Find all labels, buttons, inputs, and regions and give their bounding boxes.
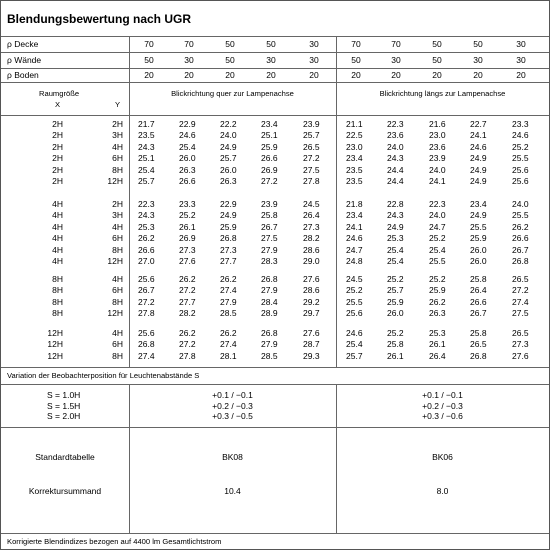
- ugr-value-quer: 26.3: [179, 164, 196, 175]
- ugr-value-quer: 26.3: [220, 176, 237, 186]
- rule: [1, 52, 549, 53]
- ugr-value-laengs: 25.9: [387, 296, 404, 307]
- ugr-value-laengs: 23.3: [512, 119, 529, 129]
- rule: [1, 82, 549, 83]
- ugr-value-quer: 27.4: [138, 350, 155, 361]
- rule: [1, 427, 549, 428]
- ugr-value-laengs: 25.2: [429, 274, 446, 284]
- reflectance-label: ρ Wände: [7, 55, 42, 65]
- room-y: 6H: [112, 153, 123, 164]
- room-y: 4H: [112, 141, 123, 152]
- ugr-value-laengs: 25.2: [512, 141, 529, 152]
- room-y: 6H: [112, 285, 123, 296]
- ugr-value-laengs: 23.5: [346, 164, 363, 175]
- ugr-value-laengs: 25.3: [429, 328, 446, 338]
- room-y: 12H: [107, 308, 123, 319]
- spacing-label: S = 1.0H: [47, 390, 81, 400]
- ugr-value-quer: 24.3: [138, 210, 155, 221]
- ugr-value-quer: 29.2: [303, 296, 320, 307]
- reflectance-value: 20: [184, 70, 194, 80]
- reflectance-value: 30: [309, 39, 319, 49]
- ugr-value-quer: 27.4: [220, 339, 237, 350]
- reflectance-value: 20: [144, 70, 154, 80]
- ugr-value-quer: 28.5: [261, 350, 278, 361]
- ugr-value-quer: 27.2: [261, 176, 278, 186]
- ugr-value-laengs: 24.9: [470, 164, 487, 175]
- ugr-value-quer: 22.3: [138, 199, 155, 209]
- ugr-value-quer: 27.9: [261, 285, 278, 296]
- room-y: 12H: [107, 256, 123, 266]
- ugr-value-laengs: 24.7: [429, 221, 446, 232]
- rule: [1, 533, 549, 534]
- ugr-value-quer: 27.8: [138, 308, 155, 319]
- ugr-value-quer: 24.5: [303, 199, 320, 209]
- room-x: 2H: [52, 176, 63, 186]
- ugr-value-quer: 22.9: [220, 199, 237, 209]
- room-y: 3H: [112, 130, 123, 141]
- ugr-value-quer: 29.0: [303, 256, 320, 266]
- ugr-value-laengs: 26.6: [512, 233, 529, 244]
- room-y: 6H: [112, 233, 123, 244]
- ugr-value-laengs: 26.2: [512, 221, 529, 232]
- ugr-value-quer: 25.9: [220, 221, 237, 232]
- ugr-value-laengs: 24.4: [387, 164, 404, 175]
- ugr-value-laengs: 26.0: [387, 308, 404, 319]
- ugr-value-quer: 28.5: [220, 308, 237, 319]
- reflectance-value: 20: [309, 70, 319, 80]
- ugr-value-laengs: 26.1: [429, 339, 446, 350]
- ugr-value-quer: 27.4: [220, 285, 237, 296]
- ugr-value-quer: 28.4: [261, 296, 278, 307]
- ugr-value-laengs: 24.6: [346, 233, 363, 244]
- reflectance-value: 20: [351, 70, 361, 80]
- variation-laengs: +0.1 / −0.1: [422, 390, 463, 400]
- reflectance-value: 70: [351, 39, 361, 49]
- ugr-value-laengs: 23.9: [429, 153, 446, 164]
- ugr-value-quer: 26.8: [220, 233, 237, 244]
- ugr-value-quer: 25.1: [261, 130, 278, 141]
- ugr-value-laengs: 25.2: [346, 285, 363, 296]
- ugr-value-quer: 28.2: [303, 233, 320, 244]
- ugr-value-laengs: 23.5: [346, 176, 363, 186]
- ugr-value-laengs: 24.1: [470, 130, 487, 141]
- ugr-value-quer: 27.2: [179, 339, 196, 350]
- ugr-value-laengs: 27.2: [512, 285, 529, 296]
- reflectance-value: 50: [266, 39, 276, 49]
- ugr-value-laengs: 26.5: [512, 328, 529, 338]
- ugr-value-laengs: 25.6: [512, 176, 529, 186]
- rule: [1, 36, 549, 37]
- reflectance-value: 20: [225, 70, 235, 80]
- variation-title: Variation der Beobachterposition für Leuchtenabstände S: [7, 371, 200, 380]
- y-header: Y: [115, 100, 121, 109]
- ugr-value-quer: 23.9: [303, 119, 320, 129]
- ugr-value-quer: 26.2: [138, 233, 155, 244]
- reflectance-value: 70: [184, 39, 194, 49]
- ugr-value-quer: 27.5: [303, 164, 320, 175]
- room-y: 4H: [112, 328, 123, 338]
- ugr-value-quer: 22.2: [220, 119, 237, 129]
- quer-header: Blickrichtung quer zur Lampenachse: [171, 89, 294, 98]
- reflectance-value: 30: [516, 39, 526, 49]
- ugr-value-laengs: 23.4: [346, 153, 363, 164]
- ugr-value-quer: 28.1: [220, 350, 237, 361]
- standardtabelle-label: Standardtabelle: [35, 452, 95, 462]
- ugr-value-quer: 25.7: [138, 176, 155, 186]
- ugr-value-quer: 28.3: [261, 256, 278, 266]
- ugr-value-quer: 26.7: [261, 221, 278, 232]
- ugr-value-quer: 23.4: [261, 119, 278, 129]
- ugr-value-quer: 25.2: [179, 210, 196, 221]
- standardtabelle-laengs: BK06: [432, 452, 453, 462]
- room-x: 4H: [52, 199, 63, 209]
- ugr-value-laengs: 26.0: [470, 256, 487, 266]
- ugr-value-quer: 23.5: [138, 130, 155, 141]
- ugr-value-laengs: 22.3: [387, 119, 404, 129]
- room-y: 3H: [112, 210, 123, 221]
- ugr-value-laengs: 21.8: [346, 199, 363, 209]
- ugr-value-quer: 25.6: [138, 328, 155, 338]
- ugr-value-quer: 26.2: [179, 328, 196, 338]
- ugr-value-quer: 25.7: [303, 130, 320, 141]
- reflectance-value: 20: [266, 70, 276, 80]
- ugr-value-laengs: 27.3: [512, 339, 529, 350]
- ugr-value-quer: 27.2: [303, 153, 320, 164]
- ugr-value-laengs: 24.6: [470, 141, 487, 152]
- ugr-value-laengs: 25.4: [387, 256, 404, 266]
- ugr-value-laengs: 25.5: [470, 221, 487, 232]
- ugr-value-quer: 26.2: [220, 328, 237, 338]
- room-x: 2H: [52, 164, 63, 175]
- ugr-value-quer: 24.6: [179, 130, 196, 141]
- ugr-value-quer: 24.3: [138, 141, 155, 152]
- reflectance-value: 50: [144, 55, 154, 65]
- room-y: 4H: [112, 221, 123, 232]
- reflectance-value: 20: [473, 70, 483, 80]
- ugr-value-quer: 26.2: [179, 274, 196, 284]
- ugr-value-laengs: 25.6: [346, 308, 363, 319]
- room-y: 8H: [112, 296, 123, 307]
- ugr-value-quer: 27.6: [179, 256, 196, 266]
- ugr-value-quer: 27.9: [261, 339, 278, 350]
- ugr-value-quer: 26.6: [179, 176, 196, 186]
- ugr-value-quer: 27.6: [303, 274, 320, 284]
- ugr-value-quer: 26.4: [303, 210, 320, 221]
- ugr-value-laengs: 25.8: [387, 339, 404, 350]
- spacing-label: S = 1.5H: [47, 400, 81, 411]
- ugr-value-laengs: 25.2: [429, 233, 446, 244]
- room-x: 2H: [52, 119, 63, 129]
- ugr-value-quer: 25.4: [138, 164, 155, 175]
- room-y: 4H: [112, 274, 123, 284]
- ugr-value-quer: 27.2: [138, 296, 155, 307]
- ugr-value-laengs: 26.8: [470, 350, 487, 361]
- variation-quer: +0.1 / −0.1: [212, 390, 253, 400]
- ugr-value-quer: 28.2: [179, 308, 196, 319]
- ugr-value-quer: 25.7: [220, 153, 237, 164]
- laengs-header: Blickrichtung längs zur Lampenachse: [379, 89, 506, 98]
- ugr-value-quer: 25.6: [138, 274, 155, 284]
- variation-laengs: +0.2 / −0.3: [422, 400, 463, 411]
- ugr-value-laengs: 25.3: [387, 233, 404, 244]
- ugr-value-laengs: 24.9: [470, 153, 487, 164]
- ugr-value-laengs: 26.4: [429, 350, 446, 361]
- reflectance-value: 70: [391, 39, 401, 49]
- room-y: 8H: [112, 350, 123, 361]
- reflectance-value: 30: [391, 55, 401, 65]
- reflectance-value: 30: [184, 55, 194, 65]
- ugr-value-laengs: 24.5: [346, 274, 363, 284]
- ugr-value-quer: 26.1: [179, 221, 196, 232]
- ugr-value-laengs: 26.0: [470, 244, 487, 255]
- rule: [129, 36, 130, 367]
- room-x: 4H: [52, 233, 63, 244]
- ugr-value-laengs: 24.9: [470, 210, 487, 221]
- reflectance-label: ρ Decke: [7, 39, 39, 49]
- ugr-value-quer: 25.1: [138, 153, 155, 164]
- reflectance-value: 20: [432, 70, 442, 80]
- ugr-value-quer: 26.9: [179, 233, 196, 244]
- ugr-value-laengs: 22.8: [387, 199, 404, 209]
- reflectance-value: 70: [144, 39, 154, 49]
- room-x: 4H: [52, 221, 63, 232]
- korrektursummand-label: Korrektursummand: [28, 486, 102, 496]
- ugr-value-laengs: 26.2: [429, 296, 446, 307]
- ugr-value-quer: 23.3: [179, 199, 196, 209]
- ugr-value-laengs: 24.7: [346, 244, 363, 255]
- korrektursummand-laengs: 8.0: [436, 486, 449, 496]
- room-x: 4H: [52, 244, 63, 255]
- ugr-value-quer: 26.0: [179, 153, 196, 164]
- reflectance-value: 50: [432, 39, 442, 49]
- ugr-value-laengs: 24.0: [429, 164, 446, 175]
- ugr-value-laengs: 25.2: [387, 328, 404, 338]
- rule: [1, 115, 549, 116]
- ugr-value-quer: 26.9: [261, 164, 278, 175]
- ugr-value-laengs: 24.9: [470, 176, 487, 186]
- reflectance-value: 50: [351, 55, 361, 65]
- ugr-value-laengs: 26.7: [512, 244, 529, 255]
- ugr-value-quer: 27.5: [261, 233, 278, 244]
- ugr-value-quer: 29.3: [303, 350, 320, 361]
- page-title: Blendungsbewertung nach UGR: [7, 12, 192, 26]
- ugr-value-quer: 26.0: [220, 164, 237, 175]
- room-x: 8H: [52, 308, 63, 319]
- ugr-value-quer: 27.8: [303, 176, 320, 186]
- ugr-value-laengs: 24.6: [346, 328, 363, 338]
- raumgroesse-label: Raumgröße: [39, 89, 80, 98]
- room-y: 2H: [112, 199, 123, 209]
- ugr-value-quer: 26.5: [303, 141, 320, 152]
- ugr-value-laengs: 22.3: [429, 199, 446, 209]
- ugr-value-quer: 29.7: [303, 308, 320, 319]
- ugr-value-laengs: 23.6: [387, 130, 404, 141]
- ugr-value-laengs: 25.5: [512, 210, 529, 221]
- spacing-label: S = 2.0H: [47, 411, 81, 421]
- reflectance-value: 30: [309, 55, 319, 65]
- ugr-value-laengs: 26.6: [470, 296, 487, 307]
- room-y: 2H: [112, 119, 123, 129]
- ugr-value-quer: 27.8: [179, 350, 196, 361]
- rule: [336, 36, 337, 367]
- ugr-value-quer: 27.3: [220, 244, 237, 255]
- ugr-value-laengs: 27.6: [512, 350, 529, 361]
- ugr-value-laengs: 25.4: [346, 339, 363, 350]
- ugr-value-laengs: 25.7: [387, 285, 404, 296]
- ugr-value-quer: 27.7: [220, 256, 237, 266]
- ugr-value-quer: 28.9: [261, 308, 278, 319]
- ugr-value-quer: 27.3: [303, 221, 320, 232]
- ugr-value-quer: 26.7: [138, 285, 155, 296]
- ugr-value-quer: 26.6: [261, 153, 278, 164]
- room-x: 12H: [47, 328, 63, 338]
- reflectance-value: 30: [473, 55, 483, 65]
- room-x: 8H: [52, 296, 63, 307]
- ugr-value-laengs: 24.3: [387, 153, 404, 164]
- reflectance-value: 50: [473, 39, 483, 49]
- ugr-value-laengs: 25.7: [346, 350, 363, 361]
- ugr-value-quer: 28.6: [303, 285, 320, 296]
- ugr-value-laengs: 26.1: [387, 350, 404, 361]
- ugr-value-quer: 25.8: [261, 210, 278, 221]
- ugr-value-laengs: 25.4: [387, 244, 404, 255]
- reflectance-value: 20: [391, 70, 401, 80]
- ugr-value-quer: 28.6: [303, 244, 320, 255]
- x-header: X: [55, 100, 61, 109]
- variation-laengs: +0.3 / −0.6: [422, 411, 463, 421]
- rule: [1, 367, 549, 368]
- room-x: 2H: [52, 153, 63, 164]
- ugr-value-laengs: 24.9: [387, 221, 404, 232]
- ugr-value-laengs: 26.7: [470, 308, 487, 319]
- ugr-value-laengs: 24.4: [387, 176, 404, 186]
- ugr-value-quer: 27.2: [179, 285, 196, 296]
- ugr-value-laengs: 26.5: [470, 339, 487, 350]
- ugr-value-laengs: 24.3: [387, 210, 404, 221]
- ugr-value-quer: 22.9: [179, 119, 196, 129]
- rule: [1, 384, 549, 385]
- ugr-value-quer: 27.9: [220, 296, 237, 307]
- ugr-value-quer: 25.4: [179, 141, 196, 152]
- ugr-value-laengs: 21.6: [429, 119, 446, 129]
- rule: [1, 68, 549, 69]
- ugr-value-quer: 27.6: [303, 328, 320, 338]
- ugr-value-quer: 24.0: [220, 130, 237, 141]
- room-y: 8H: [112, 244, 123, 255]
- reflectance-value: 50: [225, 39, 235, 49]
- ugr-value-laengs: 24.1: [429, 176, 446, 186]
- ugr-value-laengs: 25.9: [429, 285, 446, 296]
- ugr-value-laengs: 23.6: [429, 141, 446, 152]
- ugr-value-laengs: 25.6: [512, 164, 529, 175]
- ugr-value-quer: 26.2: [220, 274, 237, 284]
- ugr-value-laengs: 25.2: [387, 274, 404, 284]
- ugr-value-quer: 27.0: [138, 256, 155, 266]
- room-x: 4H: [52, 210, 63, 221]
- ugr-value-quer: 26.8: [138, 339, 155, 350]
- ugr-value-quer: 25.9: [261, 141, 278, 152]
- ugr-value-quer: 24.9: [220, 210, 237, 221]
- ugr-value-laengs: 27.5: [512, 308, 529, 319]
- reflectance-label: ρ Boden: [7, 70, 39, 80]
- ugr-value-quer: 21.7: [138, 119, 155, 129]
- ugr-value-laengs: 24.8: [346, 256, 363, 266]
- ugr-value-laengs: 25.8: [470, 328, 487, 338]
- ugr-value-quer: 26.8: [261, 274, 278, 284]
- ugr-value-laengs: 24.0: [512, 199, 529, 209]
- room-x: 12H: [47, 339, 63, 350]
- room-x: 12H: [47, 350, 63, 361]
- room-x: 4H: [52, 256, 63, 266]
- ugr-value-quer: 25.3: [138, 221, 155, 232]
- ugr-value-laengs: 24.1: [346, 221, 363, 232]
- ugr-value-quer: 28.7: [303, 339, 320, 350]
- ugr-value-laengs: 24.0: [429, 210, 446, 221]
- room-y: 6H: [112, 339, 123, 350]
- ugr-value-quer: 27.7: [179, 296, 196, 307]
- korrektursummand-quer: 10.4: [224, 486, 241, 496]
- ugr-value-laengs: 26.4: [470, 285, 487, 296]
- ugr-value-laengs: 23.4: [470, 199, 487, 209]
- reflectance-value: 50: [225, 55, 235, 65]
- ugr-value-laengs: 27.4: [512, 296, 529, 307]
- reflectance-value: 30: [516, 55, 526, 65]
- ugr-value-laengs: 25.5: [429, 256, 446, 266]
- ugr-value-laengs: 22.7: [470, 119, 487, 129]
- ugr-value-laengs: 24.6: [512, 130, 529, 141]
- ugr-value-laengs: 23.0: [346, 141, 363, 152]
- room-y: 12H: [107, 176, 123, 186]
- ugr-value-quer: 27.9: [261, 244, 278, 255]
- reflectance-value: 50: [432, 55, 442, 65]
- ugr-value-laengs: 26.5: [512, 274, 529, 284]
- ugr-value-laengs: 22.5: [346, 130, 363, 141]
- variation-quer: +0.2 / −0.3: [212, 400, 253, 411]
- ugr-value-quer: 26.8: [261, 328, 278, 338]
- ugr-value-laengs: 25.8: [470, 274, 487, 284]
- ugr-value-quer: 26.6: [138, 244, 155, 255]
- ugr-value-quer: 23.9: [261, 199, 278, 209]
- ugr-value-laengs: 25.4: [429, 244, 446, 255]
- ugr-value-laengs: 24.0: [387, 141, 404, 152]
- ugr-value-laengs: 25.5: [346, 296, 363, 307]
- room-x: 8H: [52, 274, 63, 284]
- footer-note: Korrigierte Blendindizes bezogen auf 4400 lm Gesamtlichtstrom: [7, 537, 222, 546]
- ugr-value-laengs: 21.1: [346, 119, 363, 129]
- ugr-value-quer: 27.3: [179, 244, 196, 255]
- reflectance-value: 20: [516, 70, 526, 80]
- standardtabelle-quer: BK08: [222, 452, 243, 462]
- ugr-value-laengs: 25.9: [470, 233, 487, 244]
- ugr-value-laengs: 25.5: [512, 153, 529, 164]
- room-x: 2H: [52, 141, 63, 152]
- variation-quer: +0.3 / −0.5: [212, 411, 253, 421]
- room-y: 8H: [112, 164, 123, 175]
- ugr-value-quer: 24.9: [220, 141, 237, 152]
- ugr-value-laengs: 26.3: [429, 308, 446, 319]
- room-x: 8H: [52, 285, 63, 296]
- reflectance-value: 30: [266, 55, 276, 65]
- ugr-value-laengs: 23.0: [429, 130, 446, 141]
- room-x: 2H: [52, 130, 63, 141]
- ugr-value-laengs: 26.8: [512, 256, 529, 266]
- ugr-value-laengs: 23.4: [346, 210, 363, 221]
